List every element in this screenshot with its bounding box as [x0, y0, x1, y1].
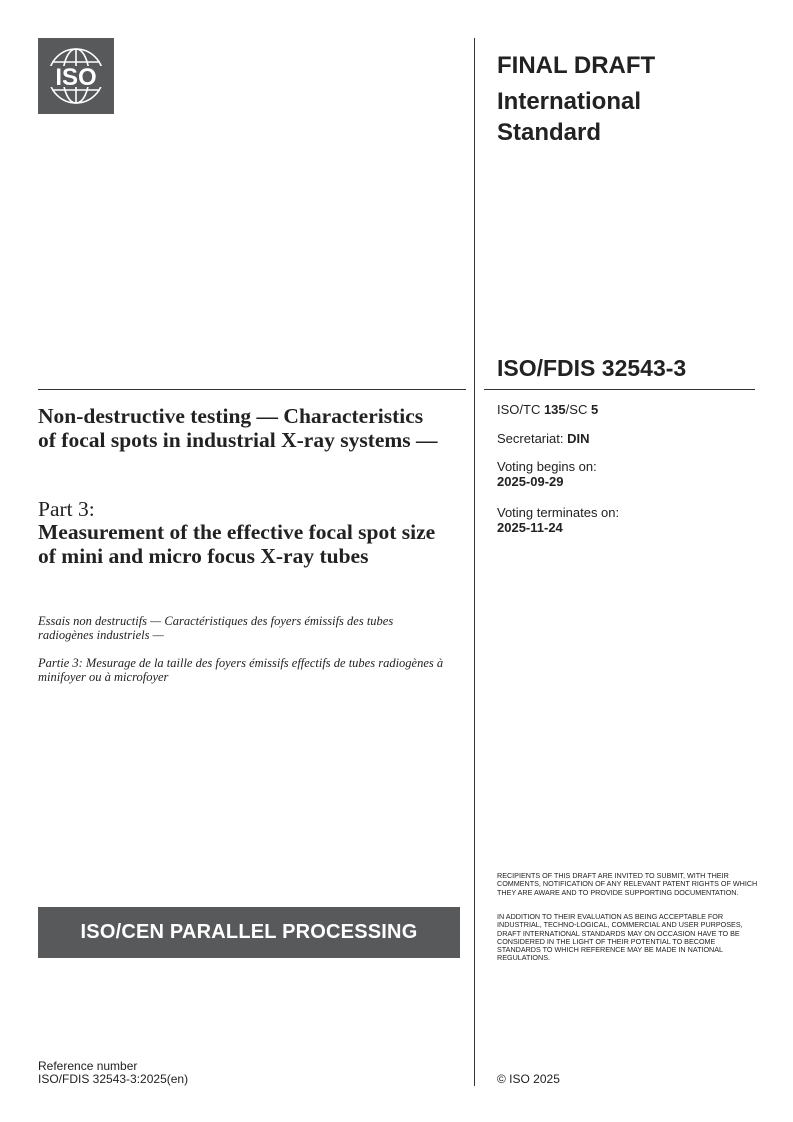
tc-number: 135 — [543, 402, 566, 417]
document-type: International Standard — [497, 88, 642, 146]
secretariat-line — [497, 431, 767, 446]
copyright: © ISO 2025 — [497, 1072, 560, 1086]
voting-begins-label: Voting begins on: — [497, 459, 597, 474]
document-id: ISO/FDIS 32543-3 — [497, 355, 687, 381]
parallel-processing-banner: ISO/CEN PARALLEL PROCESSING — [38, 907, 460, 958]
final-draft-label: FINAL DRAFT — [497, 52, 656, 79]
right-horizontal-rule — [484, 389, 755, 390]
secretariat-value: DIN — [567, 431, 590, 446]
evaluation-notice: IN ADDITION TO THEIR EVALUATION AS BEING ACCEPTABLE FOR INDUSTRIAL, TECHNO-LOGICAL, COMMERCIAL AND USER PURPOSES, DRAFT INTERNATIONAL STANDARDS MAY ON OCCASION HAVE TO BE CONSIDERED IN THE LIGHT OF THEIR POTENTIAL TO BECOME STANDARDS TO WHICH REFERENCE MAY BE MADE IN NATIONAL REGULATIONS. — [497, 912, 743, 963]
vertical-divider — [474, 38, 475, 1086]
committee-line — [497, 402, 767, 417]
reference-number: ISO/FDIS 32543-3:2025(en) — [38, 1072, 189, 1086]
voting-terminates-date: 2025-11-24 — [497, 520, 563, 535]
french-part-title: Partie 3: Mesurage de la taille des foyers émissifs effectifs de tubes radiogènes à minifoyer ou à microfoyer — [38, 656, 444, 684]
patent-notice: RECIPIENTS OF THIS DRAFT ARE INVITED TO SUBMIT, WITH THEIR COMMENTS, NOTIFICATION OF ANY RELEVANT PATENT RIGHTS OF WHICH THEY ARE AWARE AND TO PROVIDE SUPPORTING DOCUMENTATION. — [497, 871, 758, 897]
reference-label: Reference number — [38, 1059, 138, 1073]
globe-icon — [38, 38, 114, 114]
voting-terminates-label: Voting terminates on: — [497, 505, 620, 520]
committee-prefix: ISO/TC — [497, 402, 544, 417]
sc-prefix: /SC — [565, 402, 591, 417]
secretariat-label: Secretariat: — [497, 431, 568, 446]
part-label: Part 3: — [38, 497, 95, 521]
sc-number: 5 — [590, 402, 599, 417]
voting-begins-date: 2025-09-29 — [497, 474, 564, 489]
left-horizontal-rule — [38, 389, 466, 390]
iso-logo — [38, 38, 114, 114]
french-main-title: Essais non destructifs — Caractéristiques des foyers émissifs des tubes radiogènes industriels — — [38, 614, 394, 642]
logo-text: ISO — [55, 64, 97, 91]
main-title: Non-destructive testing — Characteristics of focal spots in industrial X-ray systems — — [38, 404, 438, 452]
part-title: Measurement of the effective focal spot size of mini and micro focus X-ray tubes — [38, 520, 436, 568]
